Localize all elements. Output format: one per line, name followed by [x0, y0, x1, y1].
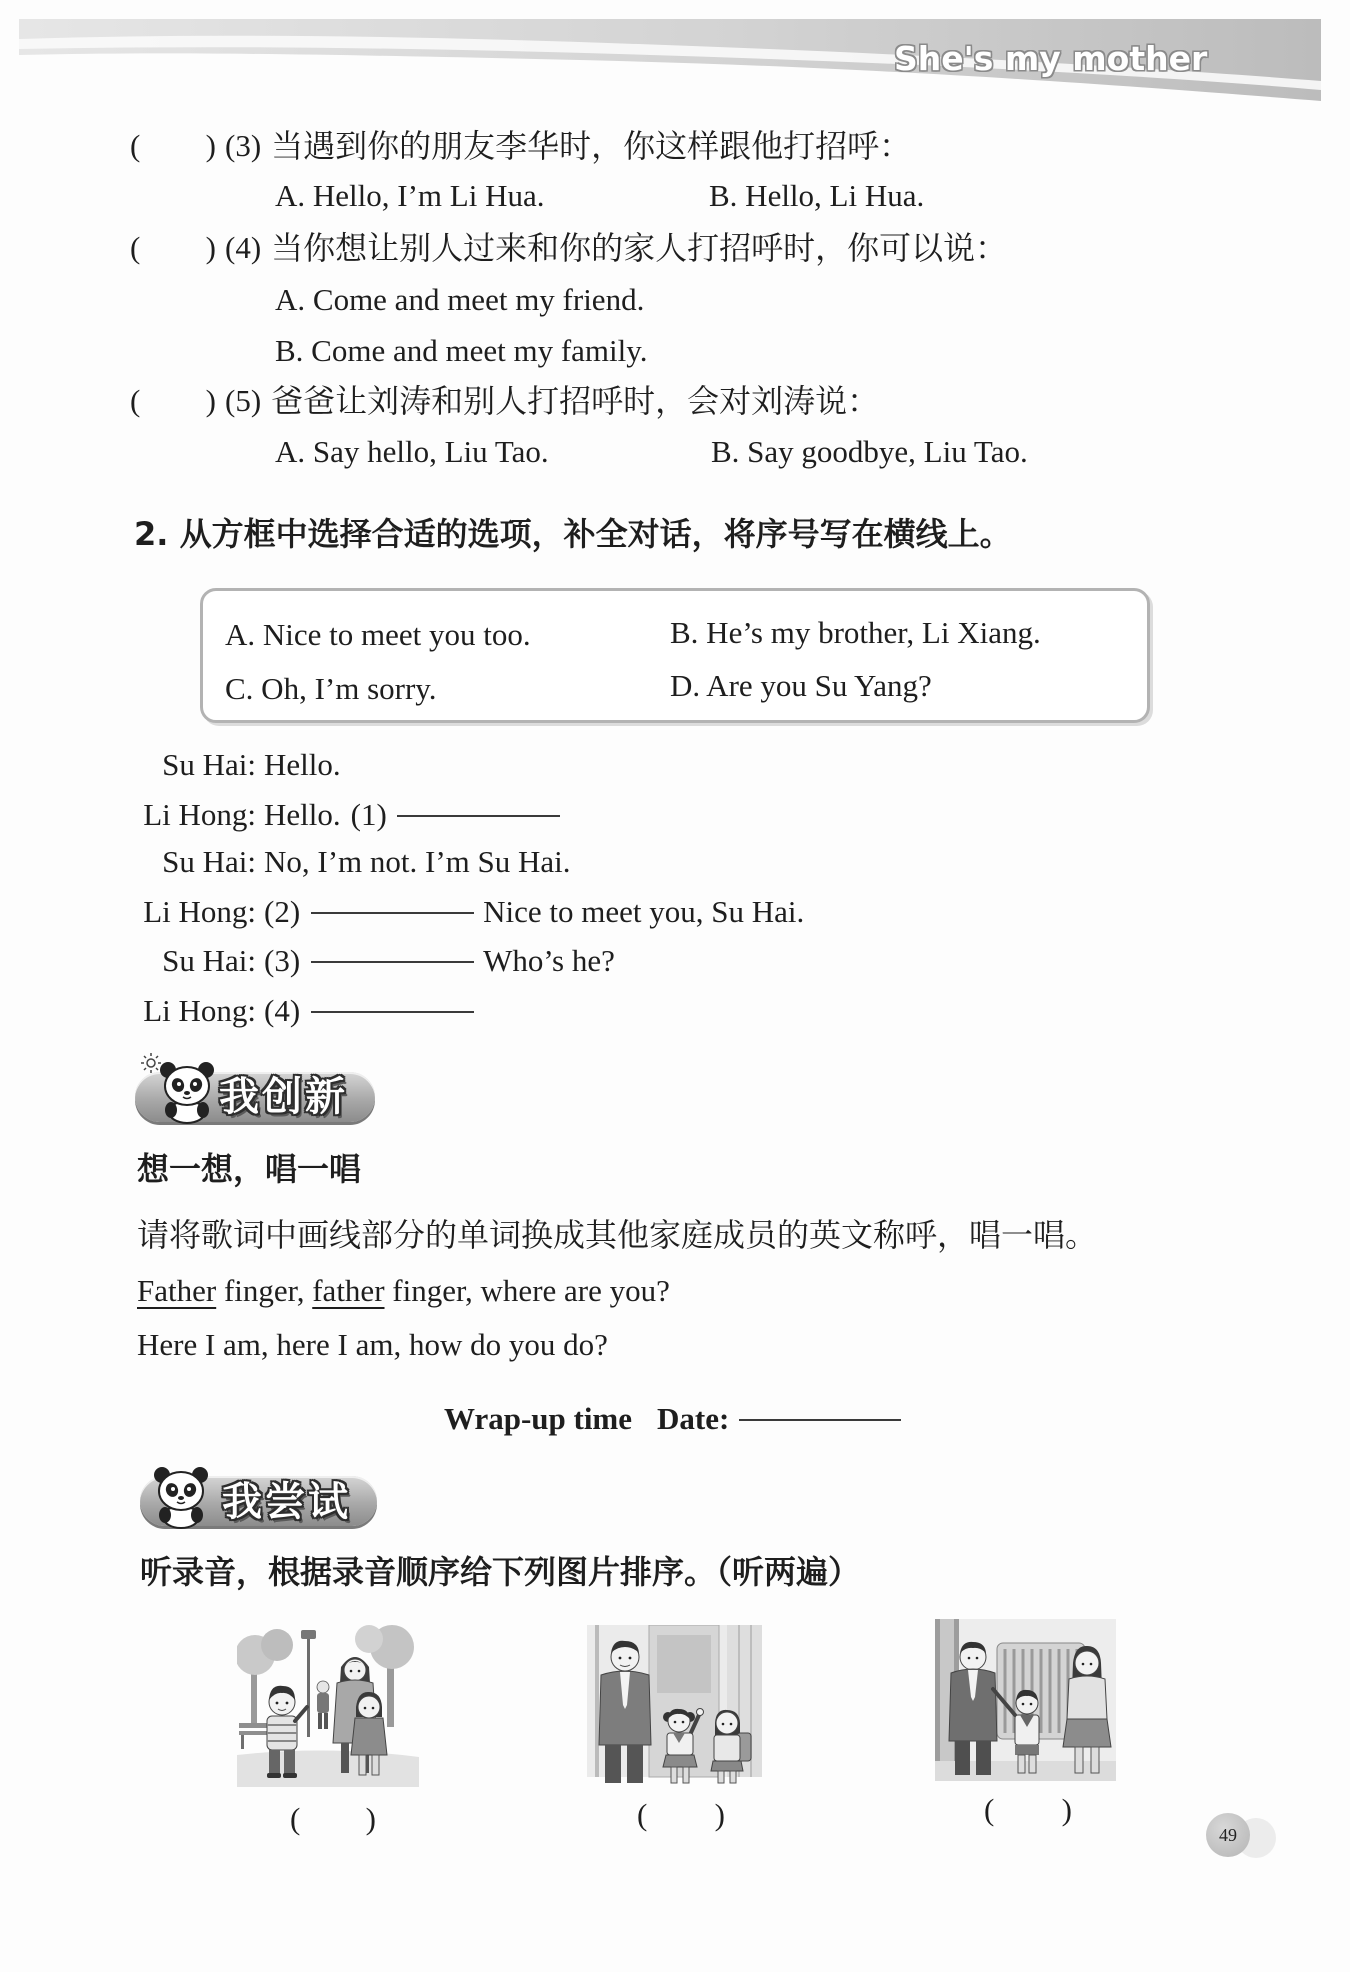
panda-icon	[156, 1058, 218, 1124]
badge-label: 我尝试	[222, 1479, 351, 1525]
picture-2-answer-slot[interactable]	[637, 1795, 725, 1835]
paren-open: (	[130, 383, 141, 418]
lamp-post	[301, 1630, 316, 1737]
paren-open: (	[637, 1797, 648, 1832]
option-a: A. Say hello, Liu Tao.	[275, 434, 549, 469]
paren-close: )	[714, 1797, 725, 1832]
paren-open: (	[130, 230, 141, 265]
question-number: (4)	[225, 230, 262, 265]
listening-instruction: 听录音，根据录音顺序给下列图片排序。（听两遍）	[140, 1553, 861, 1591]
activity-instruction: 请将歌词中画线部分的单词换成其他家庭成员的英文称呼，唱一唱。	[137, 1217, 1098, 1253]
answer-slot[interactable]	[130, 381, 216, 421]
dialogue-line-6	[120, 991, 474, 1031]
question-number: (5)	[225, 383, 262, 418]
picture-park-greeting	[237, 1625, 419, 1787]
activity-title: 想一想，唱一唱	[137, 1150, 362, 1188]
underlined-word: Father	[137, 1273, 217, 1308]
speaker-label: Su Hai:	[162, 943, 256, 978]
picture-1-answer-slot[interactable]	[290, 1799, 376, 1839]
song-line-1	[137, 1271, 670, 1311]
song-text: finger,	[216, 1273, 313, 1308]
dialogue-line-4	[120, 892, 804, 932]
choice-a: A. Nice to meet you too.	[225, 617, 531, 652]
dialogue-text: Hello.	[264, 797, 341, 832]
answer-blank[interactable]	[397, 814, 560, 817]
picture-3-answer-slot[interactable]	[984, 1790, 1072, 1830]
speaker-label: Li Hong:	[143, 894, 256, 929]
picture-school-greeting	[587, 1625, 762, 1787]
song-line-2: Here I am, here I am, how do you do?	[137, 1327, 608, 1362]
question-4	[130, 228, 1007, 268]
paren-close: )	[205, 128, 216, 163]
option-a: A. Come and meet my friend.	[275, 282, 645, 317]
wrapup-label: Wrap-up time	[444, 1401, 633, 1436]
option-b: B. Come and meet my family.	[275, 333, 648, 368]
answer-slot[interactable]	[130, 228, 216, 268]
paren-close: )	[1061, 1792, 1072, 1827]
wrapup-line	[444, 1399, 901, 1439]
blank-number: (4)	[264, 993, 301, 1028]
exercise-2-instruction: 2. 从方框中选择合适的选项，补全对话，将序号写在横线上。	[134, 515, 1012, 553]
dialogue-line-5	[120, 941, 615, 981]
speaker-label: Li Hong:	[143, 993, 256, 1028]
picture-home-greeting	[935, 1619, 1116, 1781]
option-b: B. Say goodbye, Liu Tao.	[711, 434, 1028, 469]
question-text: 当你想让别人过来和你的家人打招呼时，你可以说：	[271, 230, 1008, 266]
unit-title: She's my mother	[894, 39, 1208, 78]
background-person	[317, 1681, 329, 1729]
paren-close: )	[205, 230, 216, 265]
blank-number: (3)	[264, 943, 301, 978]
dialogue-line-1	[120, 745, 341, 785]
song-text: finger, where are you?	[384, 1273, 670, 1308]
dialogue-line-3	[120, 842, 571, 882]
question-text: 当遇到你的朋友李华时，你这样跟他打招呼：	[271, 128, 912, 164]
dialogue-text: Who’s he?	[483, 943, 615, 978]
choice-d: D. Are you Su Yang?	[670, 668, 932, 703]
page-number: 49	[1206, 1813, 1250, 1857]
answer-slot[interactable]	[130, 126, 216, 166]
paren-open: (	[130, 128, 141, 163]
option-b: B. Hello, Li Hua.	[709, 178, 925, 213]
dialogue-line-2	[120, 795, 560, 835]
panda-icon	[150, 1463, 212, 1529]
underlined-word: father	[312, 1273, 385, 1308]
date-label: Date:	[657, 1401, 730, 1436]
dialogue-text: Hello.	[264, 747, 341, 782]
option-a: A. Hello, I’m Li Hua.	[275, 178, 545, 213]
paren-open: (	[290, 1801, 301, 1836]
dialogue-text: Nice to meet you, Su Hai.	[483, 894, 805, 929]
question-text: 爸爸让刘涛和别人打招呼时，会对刘涛说：	[271, 383, 880, 419]
question-number: (3)	[225, 128, 262, 163]
question-3	[130, 126, 911, 166]
blank-number: (1)	[350, 797, 387, 832]
answer-blank[interactable]	[311, 960, 474, 963]
choice-c: C. Oh, I’m sorry.	[225, 671, 437, 706]
blank-number: (2)	[264, 894, 301, 929]
choice-b: B. He’s my brother, Li Xiang.	[670, 615, 1041, 650]
question-5	[130, 381, 879, 421]
dialogue-text: No, I’m not. I’m Su Hai.	[264, 844, 571, 879]
answer-blank[interactable]	[311, 911, 474, 914]
speaker-label: Su Hai:	[162, 844, 256, 879]
paren-open: (	[984, 1792, 995, 1827]
speaker-label: Su Hai:	[162, 747, 256, 782]
badge-label: 我创新	[219, 1074, 348, 1120]
answer-blank[interactable]	[311, 1010, 474, 1013]
paren-close: )	[365, 1801, 376, 1836]
date-blank[interactable]	[739, 1418, 901, 1421]
paren-close: )	[205, 383, 216, 418]
speaker-label: Li Hong:	[143, 797, 256, 832]
